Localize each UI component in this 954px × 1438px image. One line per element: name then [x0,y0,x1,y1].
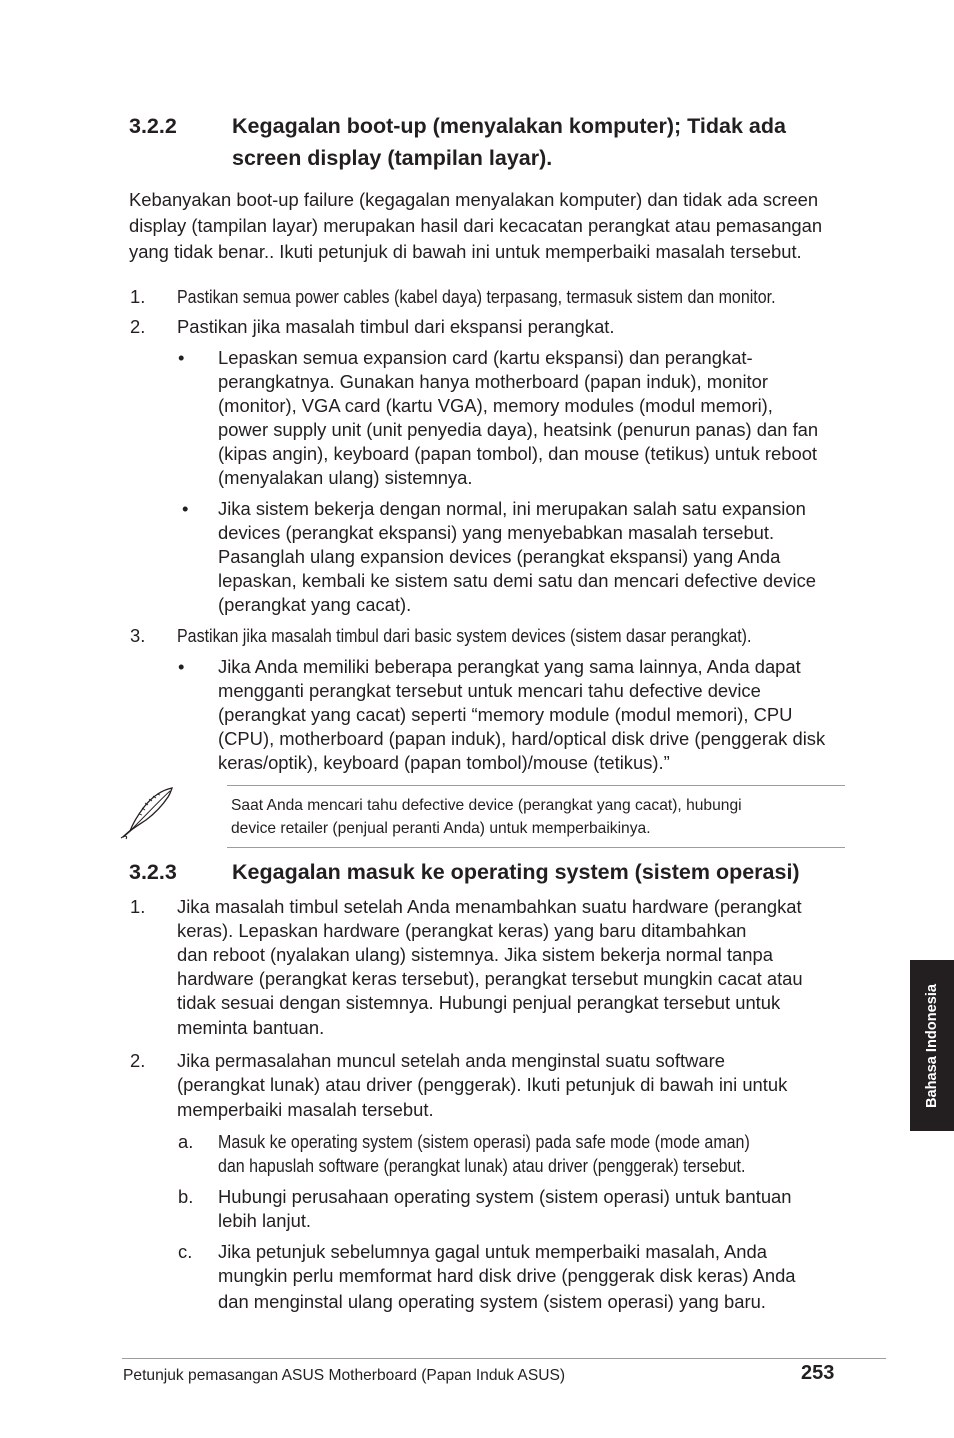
section-title-line1: Kegagalan boot-up (menyalakan komputer); Tidak ada [232,114,786,138]
list-item-2-text: Pastikan jika masalah timbul dari ekspansi perangkat. [177,316,615,337]
list-number: 3. [130,625,146,646]
intro-line: yang tidak benar.. Ikuti petunjuk di bawah ini untuk memperbaiki masalah tersebut. [129,241,802,262]
sub-item-line: Jika petunjuk sebelumnya gagal untuk memperbaiki masalah, Anda [218,1241,767,1262]
language-side-tab-label: Bahasa Indonesia [924,983,940,1108]
section-title-line2: screen display (tampilan layar). [232,146,553,170]
sub-label: c. [178,1241,193,1262]
list-item-line: (perangkat lunak) atau driver (penggerak). Ikuti petunjuk di bawah ini untuk [177,1074,788,1095]
language-side-tab [910,960,954,1131]
sub-item-line: Hubungi perusahaan operating system (sistem operasi) untuk bantuan [218,1186,792,1207]
list-item-line: keras). Lepaskan hardware (perangkat keras) yang baru ditambahkan [177,920,747,941]
bullet-line: lepaskan, kembali ke sistem satu demi satu dan mencari defective device [218,570,816,591]
footer-rule [122,1358,886,1359]
bullet-line: (kipas angin), keyboard (papan tombol), dan mouse (tetikus) untuk reboot [218,443,818,464]
bullet-line: keras/optik), keyboard (papan tombol)/mouse (tetikus).” [218,752,670,773]
section-number: 3.2.2 [129,114,177,138]
intro-line: Kebanyakan boot-up failure (kegagalan menyalakan komputer) dan tidak ada screen [129,189,819,210]
list-number: 2. [130,1050,146,1071]
sub-a-line-1: Masuk ke operating system (sistem operasi) pada safe mode (mode aman) [218,1131,750,1152]
section-title: Kegagalan masuk ke operating system (sistem operasi) [232,860,800,884]
sub-label: a. [178,1131,194,1152]
bullet-line: Lepaskan semua expansion card (kartu ekspansi) dan perangkat- [218,347,753,368]
section-number: 3.2.3 [129,860,177,884]
bullet-line: devices (perangkat ekspansi) yang menyebabkan masalah tersebut. [218,522,775,543]
note-line: device retailer (penjual peranti Anda) untuk memperbaikinya. [231,820,651,837]
list-number: 1. [130,896,146,917]
bullet-line: Jika sistem bekerja dengan normal, ini merupakan salah satu expansion [218,498,806,519]
sub-a-line-2: dan hapuslah software (perangkat lunak) atau driver (penggerak) tersebut. [218,1155,746,1176]
list-number: 1. [130,286,146,307]
list-item-3-text: Pastikan jika masalah timbul dari basic system devices (sistem dasar perangkat). [177,625,752,646]
quill-pen-icon [118,785,176,841]
footer-text: Petunjuk pemasangan ASUS Motherboard (Papan Induk ASUS) [123,1367,566,1384]
list-item-line: memperbaiki masalah tersebut. [177,1099,434,1120]
sub-item-line [218,1130,829,1154]
list-item-1-text: Pastikan semua power cables (kabel daya) terpasang, termasuk sistem dan monitor. [177,286,776,307]
list-item-line: Jika permasalahan muncul setelah anda menginstal suatu software [177,1050,725,1071]
sub-item-line: lebih lanjut. [218,1210,312,1231]
note-line: Saat Anda mencari tahu defective device (perangkat yang cacat), hubungi [231,797,742,814]
page-number: 253 [801,1362,835,1384]
list-item-line: meminta bantuan. [177,1017,325,1038]
bullet-line: (perangkat yang cacat). [218,594,412,615]
note-top-rule [227,785,845,786]
list-item-line: hardware (perangkat keras tersebut), perangkat tersebut mungkin cacat atau [177,968,803,989]
bullet-line: power supply unit (unit penyedia daya), heatsink (penurun panas) dan fan [218,419,819,440]
bullet-line: (CPU), motherboard (papan induk), hard/optical disk drive (penggerak disk [218,728,826,749]
bullet-marker: • [178,656,185,677]
list-item-line: tidak sesuai dengan sistemnya. Hubungi penjual perangkat tersebut untuk [177,992,781,1013]
bullet-line: (perangkat yang cacat) seperti “memory module (modul memori), CPU [218,704,793,725]
list-item-text [177,285,865,309]
list-item-line: dan reboot (nyalakan ulang) sistemnya. Jika sistem bekerja normal tanpa [177,944,773,965]
bullet-line: Pasanglah ulang expansion devices (perangkat ekspansi) yang Anda [218,546,781,567]
list-number: 2. [130,316,146,337]
list-item-text [177,624,837,648]
sub-item-line: dan menginstal ulang operating system (sistem operasi) yang baru. [218,1291,766,1312]
bullet-line: Jika Anda memiliki beberapa perangkat yang sama lainnya, Anda dapat [218,656,801,677]
bullet-line: mengganti perangkat tersebut untuk mencari tahu defective device [218,680,761,701]
bullet-line: perangkatnya. Gunakan hanya motherboard (papan induk), monitor [218,371,769,392]
bullet-line: (monitor), VGA card (kartu VGA), memory modules (modul memori), [218,395,773,416]
bullet-line: (menyalakan ulang) sistemnya. [218,467,473,488]
note-bottom-rule [227,847,845,848]
sub-label: b. [178,1186,194,1207]
bullet-marker: • [182,498,189,519]
sub-item-line [218,1154,824,1178]
bullet-marker: • [178,347,185,368]
intro-line: display (tampilan layar) merupakan hasil dari kecacatan perangkat atau pemasangan [129,215,823,236]
list-item-line: Jika masalah timbul setelah Anda menambahkan suatu hardware (perangkat [177,896,802,917]
sub-item-line: mungkin perlu memformat hard disk drive (penggerak disk keras) Anda [218,1265,796,1286]
